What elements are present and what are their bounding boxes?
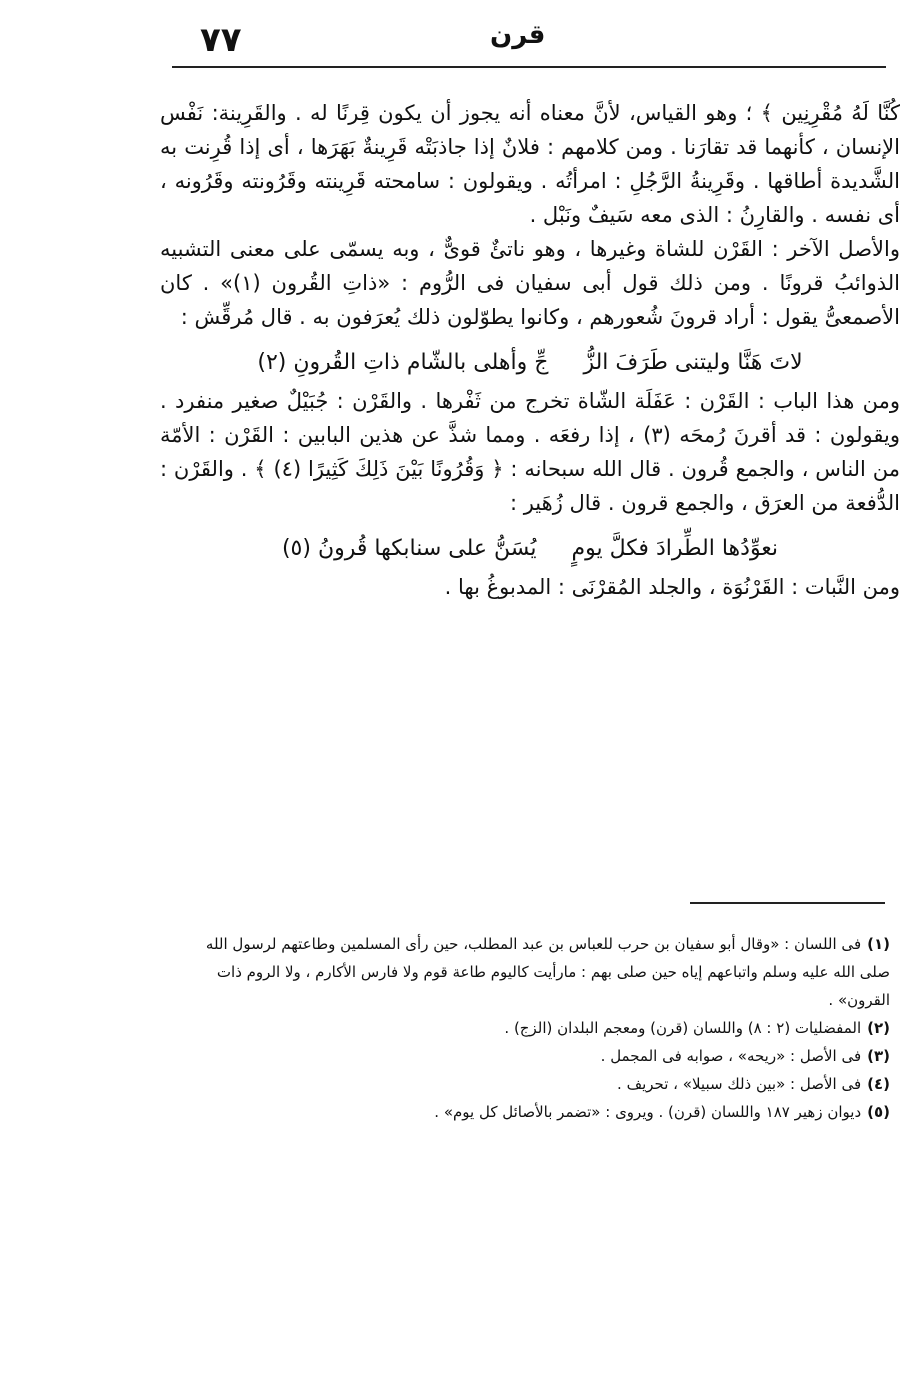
footnote bbox=[190, 930, 890, 1014]
footnote-number: (٤) bbox=[867, 1075, 890, 1093]
paragraph: ومن النَّبات : القَرْنُوَة ، والجلد المُقرْنَى : المدبوغُ بها . bbox=[444, 575, 900, 599]
footnote-number: (٢) bbox=[867, 1019, 890, 1037]
footnote-text: فى اللسان : «وقال أبو سفيان بن حرب للعباس بن عبد المطلب، حين رأى المسلمين وطاعتهم لرسول الله صلى الله عليه وسلم واتباعهم إياه حين صلى بهم : مارأيت كاليوم طاعة قوم ولا فارس الأكارم ، ولا الروم ذات القرون» . bbox=[205, 935, 890, 1009]
paragraph: كُنَّا لَهُ مُقْرِنِين ﴾ ؛ وهو القياس، لأنَّ معناه أنه يجوز أن يكون قِرنًا له . والقَرِينة: نَفْس الإنسان ، كأنهما قد تقارَنا . ومن كلامهم : فلانٌ إذا جاذبَتْه قَرِينةٌ بَهَرَها ، أى إذا قُرِنت به الشَّديدة أطاقها . وقَرِينةُ الرَّجُلِ : امرأتُه . ويقولون : سامحته قَرِينته وقَرُونته وقَرُونه ، أى نفسه . والقارِنُ : الذى معه سَيفٌ ونَبْل . bbox=[160, 101, 900, 227]
footnote-number: (٣) bbox=[867, 1047, 890, 1065]
verse-second-half: جِّ وأهلى بالشّام ذاتِ القُرونِ (٢) bbox=[257, 350, 549, 375]
page-number: ٧٧ bbox=[200, 20, 242, 60]
verse bbox=[160, 532, 900, 566]
paragraph: والأصل الآخر : القَرْن للشاة وغيرها ، وهو ناتئٌ قوىٌّ ، وبه يسمّى على معنى التشبيه الذوائبُ قرونًا . ومن ذلك قول أبى سفيان فى الرُّوم : «ذاتِ القُرون (١)» . كان الأصمعىُّ يقول : أراد قرونَ شُعورهم ، وكانوا يطوّلون ذلك يُعرَفون به . قال مُرقِّش : bbox=[160, 237, 900, 329]
footnote bbox=[190, 1098, 890, 1126]
paragraph: ومن هذا الباب : القَرْن : عَفَلَة الشّاة تخرج من ثَفْرها . والقَرْن : جُبَيْلٌ صغير منفرد . ويقولون : قد أقرنَ رُمحَه (٣) ، إذا رفعَه . ومما شذَّ عن هذين البابين : القَرْن : الأمّة من الناس ، والجمع قُرون . قال الله سبحانه : ﴿ وَقُرُونًا بَيْنَ ذَلِكَ كَثِيرًا (٤) ﴾ . والقَرْن : الدُّفعة من العرَق ، والجمع قرون . قال زُهَير : bbox=[160, 389, 900, 515]
footnote-text: ديوان زهير ١٨٧ واللسان (قرن) . ويروى : «تضمر بالأصائل كل يوم» . bbox=[434, 1103, 862, 1121]
verse bbox=[160, 346, 900, 380]
footnote-number: (٥) bbox=[867, 1103, 890, 1121]
running-title: قرن bbox=[490, 20, 546, 50]
footnote bbox=[190, 1070, 890, 1098]
main-text bbox=[160, 96, 900, 604]
footnotes bbox=[190, 930, 890, 1126]
footnote-text: فى الأصل : «ريحه» ، صوابه فى المجمل . bbox=[600, 1047, 862, 1065]
footnote-rule bbox=[690, 902, 885, 904]
page-header bbox=[0, 0, 921, 66]
footnote-text: فى الأصل : «بين ذلك سبيلا» ، تحريف . bbox=[617, 1075, 862, 1093]
header-rule bbox=[172, 66, 886, 68]
verse-second-half: يُسَنُّ على سنابكها قُرونُ (٥) bbox=[281, 536, 537, 561]
footnote-number: (١) bbox=[867, 935, 890, 953]
footnote-text: المفضليات (٢ : ٨) واللسان (قرن) ومعجم البلدان (الزج) . bbox=[504, 1019, 862, 1037]
verse-first-half: لاتَ هَنَّا وليتنى طَرَفَ الزُّ bbox=[583, 350, 803, 375]
footnote bbox=[190, 1014, 890, 1042]
footnote bbox=[190, 1042, 890, 1070]
verse-first-half: نعوِّدُها الطِّرادَ فكلَّ يومٍ bbox=[571, 536, 779, 561]
